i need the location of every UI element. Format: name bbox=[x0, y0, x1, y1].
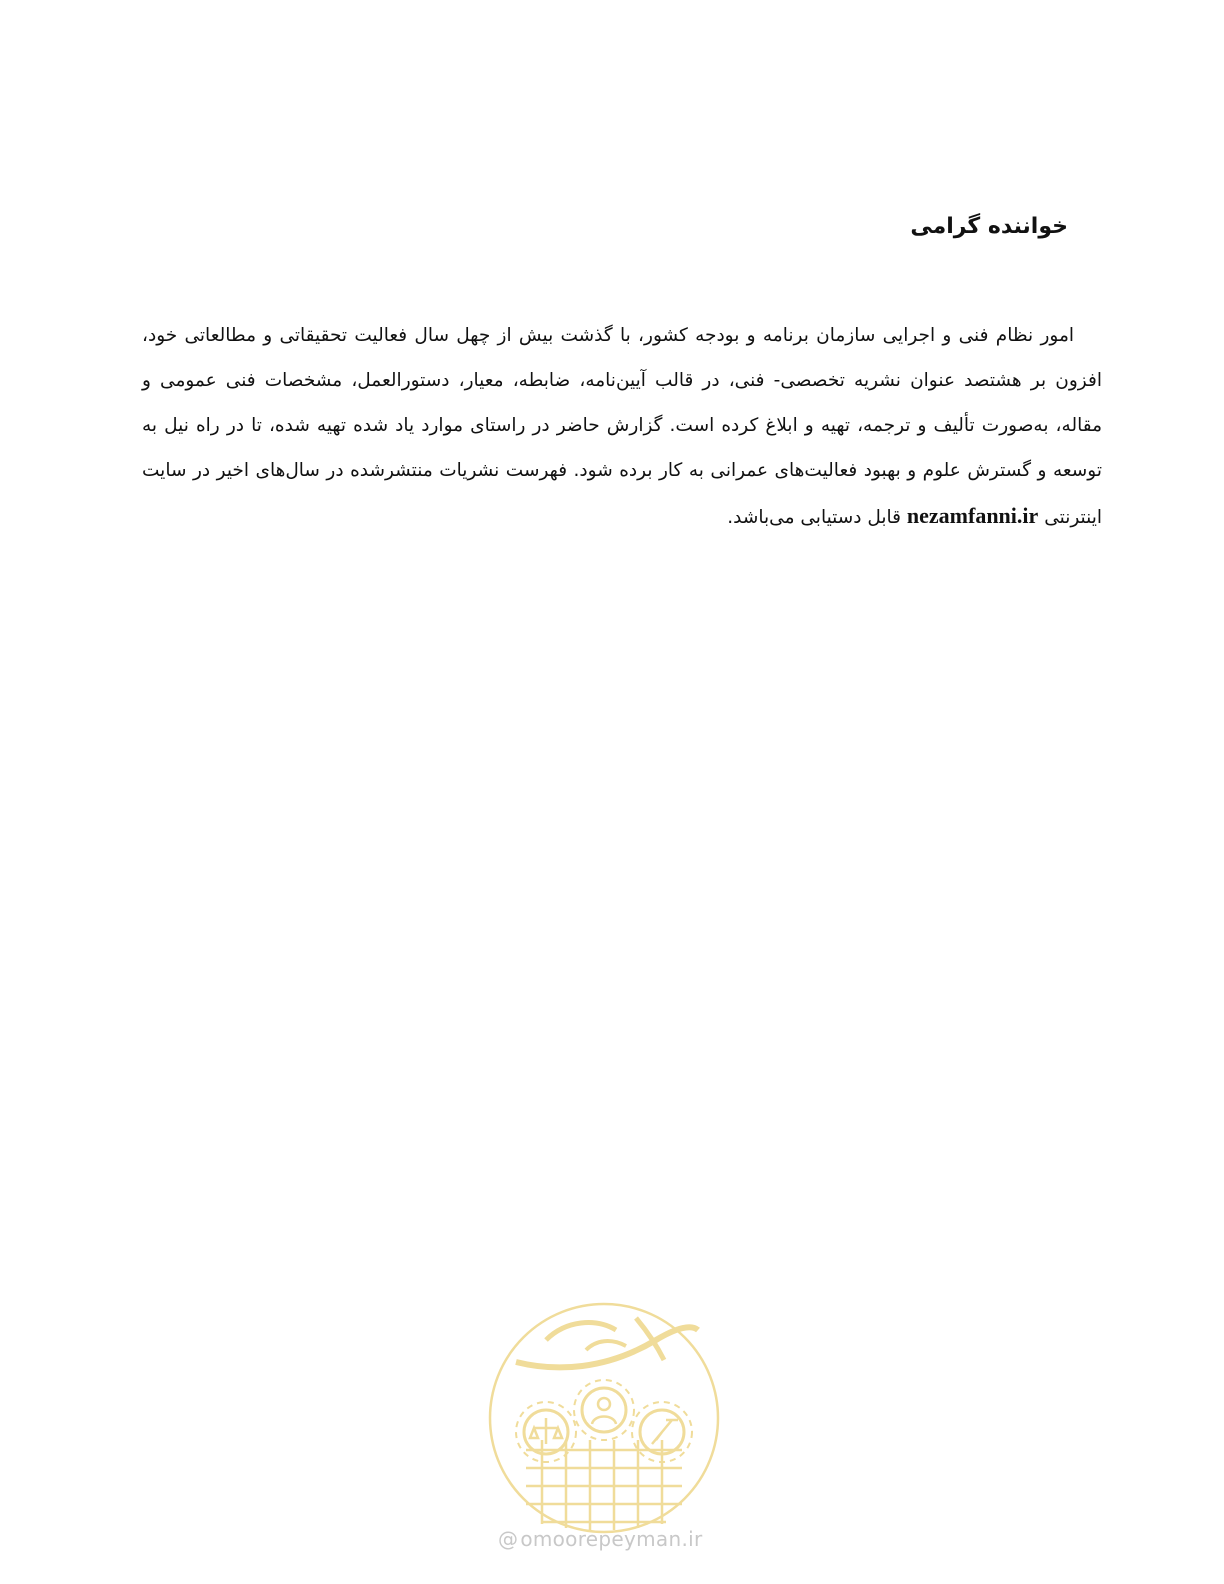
document-heading: خواننده گرامی bbox=[910, 214, 1068, 239]
watermark-url: omoorepeyman.ir bbox=[520, 1527, 703, 1551]
watermark-caption bbox=[498, 1527, 718, 1551]
logo-watermark-icon bbox=[486, 1300, 722, 1536]
body-paragraph bbox=[142, 313, 1102, 540]
paragraph-text: امور نظام فنی و اجرایی سازمان برنامه و بودجه کشور، با گذشت بیش از چهل سال فعالیت تحقیقاتی و مطالعاتی خود، افزون بر هشتصد عنوان نشریه تخصصی- فنی، در قالب آیین‌نامه، ضابطه، معیار، دستورالعمل، مشخصات فنی عمومی و مقاله، به‌صورت تألیف و ترجمه، تهیه و ابلاغ کرده است. گزارش حاضر در راستای موارد یاد شده تهیه شده، تا در راه نیل به توسعه و گسترش علوم و بهبود فعالیت‌های عمرانی به کار برده شود. فهرست نشریات منتشرشده در سال‌های اخیر در سایت اینترنتی bbox=[142, 325, 1102, 528]
paragraph-text-end: قابل دستیابی می‌باشد. bbox=[727, 507, 902, 528]
site-name: nezamfanni.ir bbox=[906, 503, 1039, 528]
at-sign-icon: @ bbox=[498, 1527, 519, 1551]
